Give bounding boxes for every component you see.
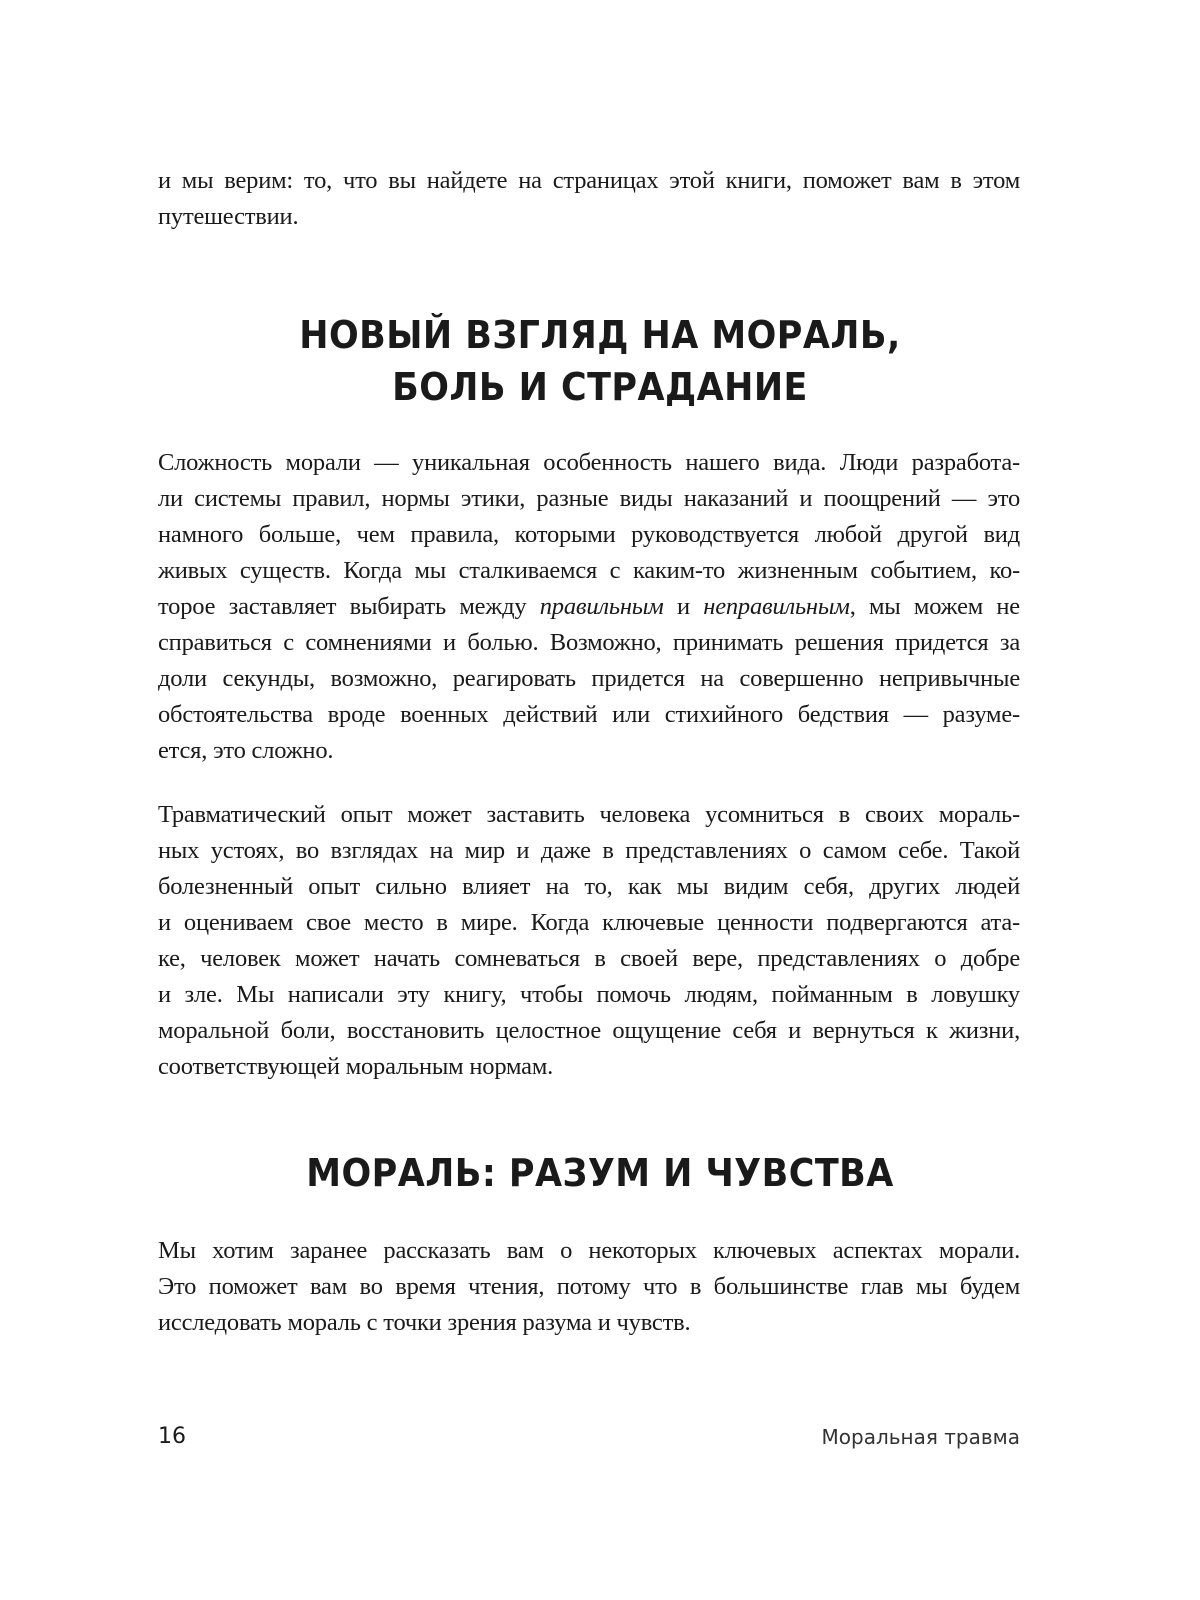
page-number: 16	[158, 1424, 186, 1449]
paragraph-line: болезненный опыт сильно влияет на то, как мы видим себя, других людей	[158, 873, 1020, 900]
intro-line: и мы верим: то, что вы найдете на страницах этой книги, поможет вам в этом	[158, 167, 1020, 194]
running-title: Моральная травма	[821, 1425, 1020, 1449]
paragraph-line: Сложность морали — уникальная особенность нашего вида. Люди разработа-	[158, 449, 1020, 476]
section-heading: НОВЫЙ ВЗГЛЯД НА МОРАЛЬ,	[299, 313, 901, 357]
italic-term: неправильным	[703, 593, 850, 620]
paragraph-line: Мы хотим заранее рассказать вам о некоторых ключевых аспектах морали.	[158, 1237, 1020, 1264]
paragraph-line: исследовать мораль с точки зрения разума и чувств.	[158, 1309, 691, 1336]
paragraph-line: и оцениваем свое место в мире. Когда ключевые ценности подвергаются ата-	[158, 909, 1020, 936]
paragraph-line: ке, человек может начать сомневаться в своей вере, представлениях о добре	[158, 945, 1020, 972]
paragraph-line: справиться с сомнениями и болью. Возможно, принимать решения придется за	[158, 629, 1020, 656]
text-run: и	[663, 593, 704, 620]
paragraph-line: ли системы правил, нормы этики, разные виды наказаний и поощрений — это	[158, 485, 1020, 512]
text-run: торое заставляет выбирать между	[158, 593, 540, 620]
paragraph-line: соответствующей моральным нормам.	[158, 1053, 554, 1080]
paragraph-line: моральной боли, восстановить целостное ощущение себя и вернуться к жизни,	[158, 1017, 1020, 1044]
italic-term: правильным	[539, 593, 664, 620]
paragraph-line: намного больше, чем правила, которыми руководствуется любой другой вид	[158, 521, 1020, 548]
section-heading: МОРАЛЬ: РАЗУМ И ЧУВСТВА	[306, 1151, 894, 1195]
paragraph-line: ется, это сложно.	[158, 737, 334, 764]
paragraph-line: Травматический опыт может заставить человека усомниться в своих мораль-	[158, 801, 1020, 828]
paragraph-line: обстоятельства вроде военных действий или стихийного бедствия — разуме-	[158, 701, 1020, 728]
paragraph-line: доли секунды, возможно, реагировать придется на совершенно непривычные	[158, 665, 1020, 692]
paragraph-line: Это поможет вам во время чтения, потому что в большинстве глав мы будем	[158, 1273, 1020, 1300]
text-run: , мы можем не	[849, 593, 1020, 620]
intro-line: путешествии.	[158, 203, 299, 230]
paragraph-line: живых существ. Когда мы сталкиваемся с каким-то жизненным событием, ко-	[158, 557, 1020, 584]
section-heading: БОЛЬ И СТРАДАНИЕ	[392, 365, 808, 409]
paragraph-line: и зле. Мы написали эту книгу, чтобы помочь людям, пойманным в ловушку	[158, 981, 1020, 1008]
paragraph-line: ных устоях, во взглядах на мир и даже в представлениях о самом себе. Такой	[158, 837, 1020, 864]
paragraph-line	[158, 592, 1020, 622]
